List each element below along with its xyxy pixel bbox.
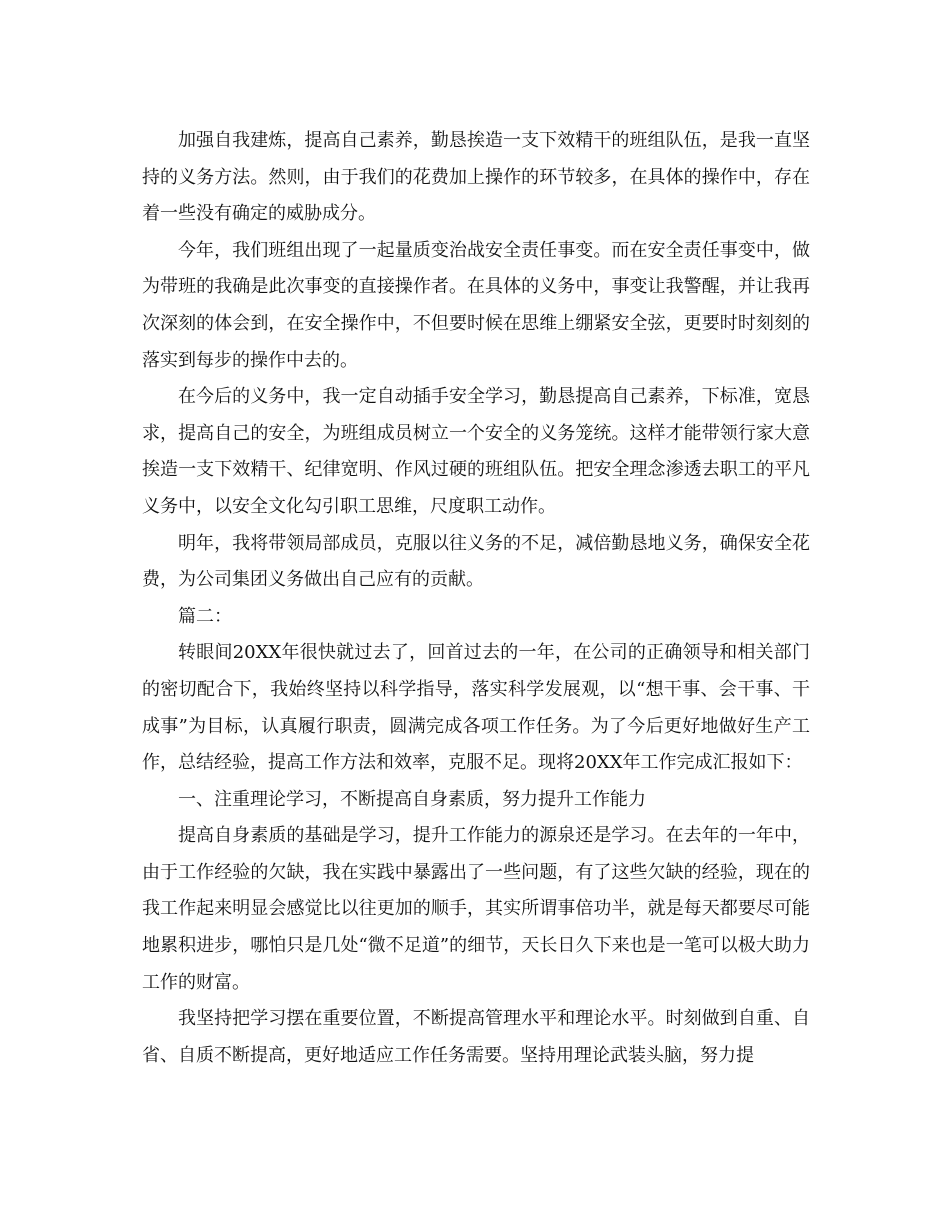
document-body — [142, 123, 810, 1074]
paragraph-learning-priority: 我坚持把学习摆在重要位置，不断提高管理水平和理论水平。时刻做到自重、自省、自质不断提高，更好地适应工作任务需要。坚持用理论武装头脑，努力提 — [142, 1008, 810, 1066]
section-heading-part-two: 篇二： — [178, 605, 232, 627]
paragraph-future-work: 在今后的义务中，我一定自动插手安全学习，勤恳提高自己素养，下标准，宽恳求，提高自己的安全，为班组成员树立一个安全的义务笼统。这样才能带领行家大意挨造一支下效精干、纪律宽明、作风过硬的班组队伍。把安全理念渗透去职工的平凡义务中，以安全文化勾引职工思维，尺度职工动作。 — [142, 386, 810, 517]
section-heading-theory-study: 一、注重理论学习，不断提高自身素质，努力提升工作能力 — [178, 788, 646, 810]
paragraph-safety-incident: 今年，我们班组出现了一起量质变治战安全责任事变。而在安全责任事变中，做为带班的我确是此次事变的直接操作者。在具体的义务中，事变让我警醒，并让我再次深刻的体会到，在安全操作中，不但要时候在思维上绷紧安全弦，更要时时刻刻的落实到每步的操作中去的。 — [142, 239, 810, 371]
paragraph-learning-basis: 提高自身素质的基础是学习，提升工作能力的源泉还是学习。在去年的一年中，由于工作经验的欠缺，我在实践中暴露出了一些问题，有了这些欠缺的经验，现在的我工作起来明显会感觉比以往更加的顺手，其实所谓事倍功半，就是每天都要尽可能地累积进步，哪怕只是几处“微不足道”的细节，天长日久下来也是一笔可以极大助力工作的财富。 — [142, 825, 810, 993]
paragraph-next-year: 明年，我将带领局部成员，克服以往义务的不足，减倍勤恳地义务，确保安全花费，为公司集团义务做出自己应有的贡献。 — [142, 532, 810, 591]
paragraph-year-review: 转眼间20XX年很快就过去了，回首过去的一年，在公司的正确领导和相关部门的密切配合下，我始终坚持以科学指导，落实科学发展观，以“想干事、会干事、干成事”为目标，认真履行职责，圆满完成各项工作任务。为了今后更好地做好生产工作，总结经验，提高工作方法和效率，克服不足。现将20XX年工作完成汇报如下： — [142, 642, 810, 774]
paragraph-self-improvement: 加强自我建炼，提高自己素养，勤恳挨造一支下效精干的班组队伍，是我一直坚持的义务方法。然则，由于我们的花费加上操作的环节较多，在具体的操作中，存在着一些没有确定的威胁成分。 — [142, 130, 810, 225]
